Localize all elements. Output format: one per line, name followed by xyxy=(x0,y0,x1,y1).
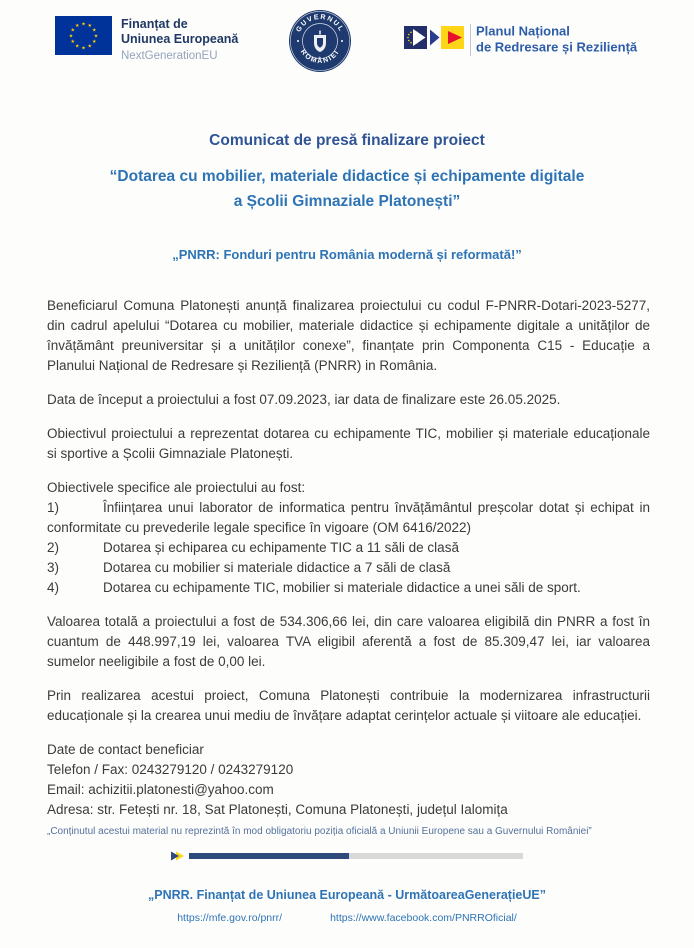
paragraph-objective: Obiectivul proiectului a reprezentat dotarea cu echipamente TIC, mobilier și materiale educaționale si sportive a Școlii Gimnaziale Platonești. xyxy=(47,426,650,461)
paragraph-dates: Data de început a proiectului a fost 07.09.2023, iar data de finalizare este 26.05.2025. xyxy=(47,392,561,407)
objectives-list xyxy=(47,478,650,598)
svg-text:★: ★ xyxy=(68,33,74,40)
eu-funding-logo xyxy=(55,16,238,63)
contact-email: Email: achizitii.platonesti@yahoo.com xyxy=(47,782,274,797)
objective-text: Dotarea cu echipamente TIC, mobilier si materiale didactice a unei săli de sport. xyxy=(103,580,581,595)
svg-text:★: ★ xyxy=(70,39,75,46)
objective-text: Dotarea și echiparea cu echipamente TIC a 11 săli de clasă xyxy=(103,540,459,555)
eu-flag-stars-icon xyxy=(55,16,112,55)
svg-text:★: ★ xyxy=(92,39,97,46)
pnrr-logo-line2: de Redresare și Reziliență xyxy=(476,39,638,55)
project-title-line1: “Dotarea cu mobilier, materiale didactice și echipamente digitale xyxy=(109,168,585,185)
footer-links xyxy=(0,912,694,925)
divider-bar xyxy=(0,851,694,861)
contact-address: Adresa: str. Fetești nr. 18, Sat Platonești, Comuna Platonești, județul Ialomița xyxy=(47,802,508,817)
objective-number: 4) xyxy=(47,580,60,595)
gov-seal-text-bottom: ROMÂNIEI xyxy=(298,48,342,66)
footer xyxy=(0,851,694,925)
objectives-intro: Obiectivele specifice ale proiectului au fost: xyxy=(47,480,306,495)
objective-number: 3) xyxy=(47,560,60,575)
eu-funding-program: NextGenerationEU xyxy=(121,50,218,62)
objective-item-3 xyxy=(47,558,650,578)
objective-item-4 xyxy=(47,578,650,598)
pnrr-mini-arrows-icon xyxy=(171,851,187,861)
gov-seal-text-top: GUVERNUL xyxy=(295,13,345,34)
eu-funding-line1: Finanțat de xyxy=(121,17,188,31)
project-title xyxy=(0,164,694,214)
pnrr-logo-line1: Planul Național xyxy=(476,23,570,39)
objective-item-2 xyxy=(47,538,650,558)
contact-heading: Date de contact beneficiar xyxy=(47,742,204,757)
header-logos xyxy=(0,0,694,100)
contact-block xyxy=(47,740,650,820)
objective-item-1 xyxy=(47,498,650,538)
pnrr-fast-forward-arrows-icon xyxy=(404,22,659,60)
footer-slogan: „PNRR. Finanțat de Uniunea Europeană - UrmătoareaGenerațieUE” xyxy=(147,888,546,902)
eu-funding-text xyxy=(121,16,238,63)
svg-text:★: ★ xyxy=(87,22,92,29)
objective-number: 2) xyxy=(47,540,60,555)
disclaimer-text: „Conținutul acestui material nu reprezintă în mod obligatoriu poziția oficială a Uniunii Europene sau a Guvernului României” xyxy=(47,826,592,837)
svg-text:★: ★ xyxy=(93,33,99,40)
government-of-romania-seal-icon xyxy=(287,8,353,74)
svg-text:★: ★ xyxy=(81,45,86,52)
divider-bar-light-segment xyxy=(349,853,523,859)
document-body xyxy=(47,296,650,839)
paragraph-impact: Prin realizarea acestui proiect, Comuna Platonești contribuie la modernizarea infrastructurii educaționale și la crearea unui mediu de învățare adaptat cerințelor actuale și viitoare ale educației. xyxy=(47,688,650,723)
paragraph-value: Valoarea totală a proiectului a fost de 534.306,66 lei, din care valoarea eligibilă din PNRR a fost în cuantum de 448.997,19 lei, valoarea TVA eligibil aferentă a fost de 85.309,47 lei, iar valoarea sumelor neeligibile a fost de 0,00 lei. xyxy=(47,614,650,669)
contact-phone: Telefon / Fax: 0243279120 / 0243279120 xyxy=(47,762,294,777)
svg-text:★: ★ xyxy=(75,43,80,50)
project-title-line2: a Școlii Gimnaziale Platonești” xyxy=(233,193,461,210)
objective-text: Dotarea cu mobilier si materiale didactice a 7 săli de clasă xyxy=(103,560,451,575)
divider-bar-dark-segment xyxy=(189,853,349,859)
page-title: Comunicat de presă finalizare proiect xyxy=(209,132,485,149)
svg-text:★: ★ xyxy=(87,43,92,50)
link-facebook-pnrr[interactable]: https://www.facebook.com/PNRROficial/ xyxy=(330,912,517,924)
svg-text:★: ★ xyxy=(92,27,97,34)
objective-number: 1) xyxy=(47,500,60,515)
svg-text:★: ★ xyxy=(81,21,86,28)
svg-text:★: ★ xyxy=(75,22,80,29)
link-mfe-pnrr[interactable]: https://mfe.gov.ro/pnrr/ xyxy=(177,912,283,924)
objective-text: Înființarea unui laborator de informatica pentru învățământul preșcolar dotat și echipat in conformitate cu prevederile legale specifice în vigoare (OM 6416/2022) xyxy=(47,500,650,535)
paragraph-beneficiary: Beneficiarul Comuna Platonești anunță finalizarea proiectului cu codul F-PNRR-Dotari-2023-5277, din cadrul apelului “Dotarea cu mobilier, materiale didactice și echipamente digitale a unităților de învățământ preuniversitar și a unităților conexe”, finanțate prin Componenta C15 - Educație a Planului Național de Redresare și Reziliență (PNRR) in România. xyxy=(47,298,650,373)
svg-text:★: ★ xyxy=(70,27,75,34)
pnrr-slogan: „PNRR: Fonduri pentru România modernă și reformată!” xyxy=(172,247,522,262)
pnrr-logo xyxy=(404,22,659,65)
eu-funding-line2: Uniunea Europeană xyxy=(121,32,239,46)
